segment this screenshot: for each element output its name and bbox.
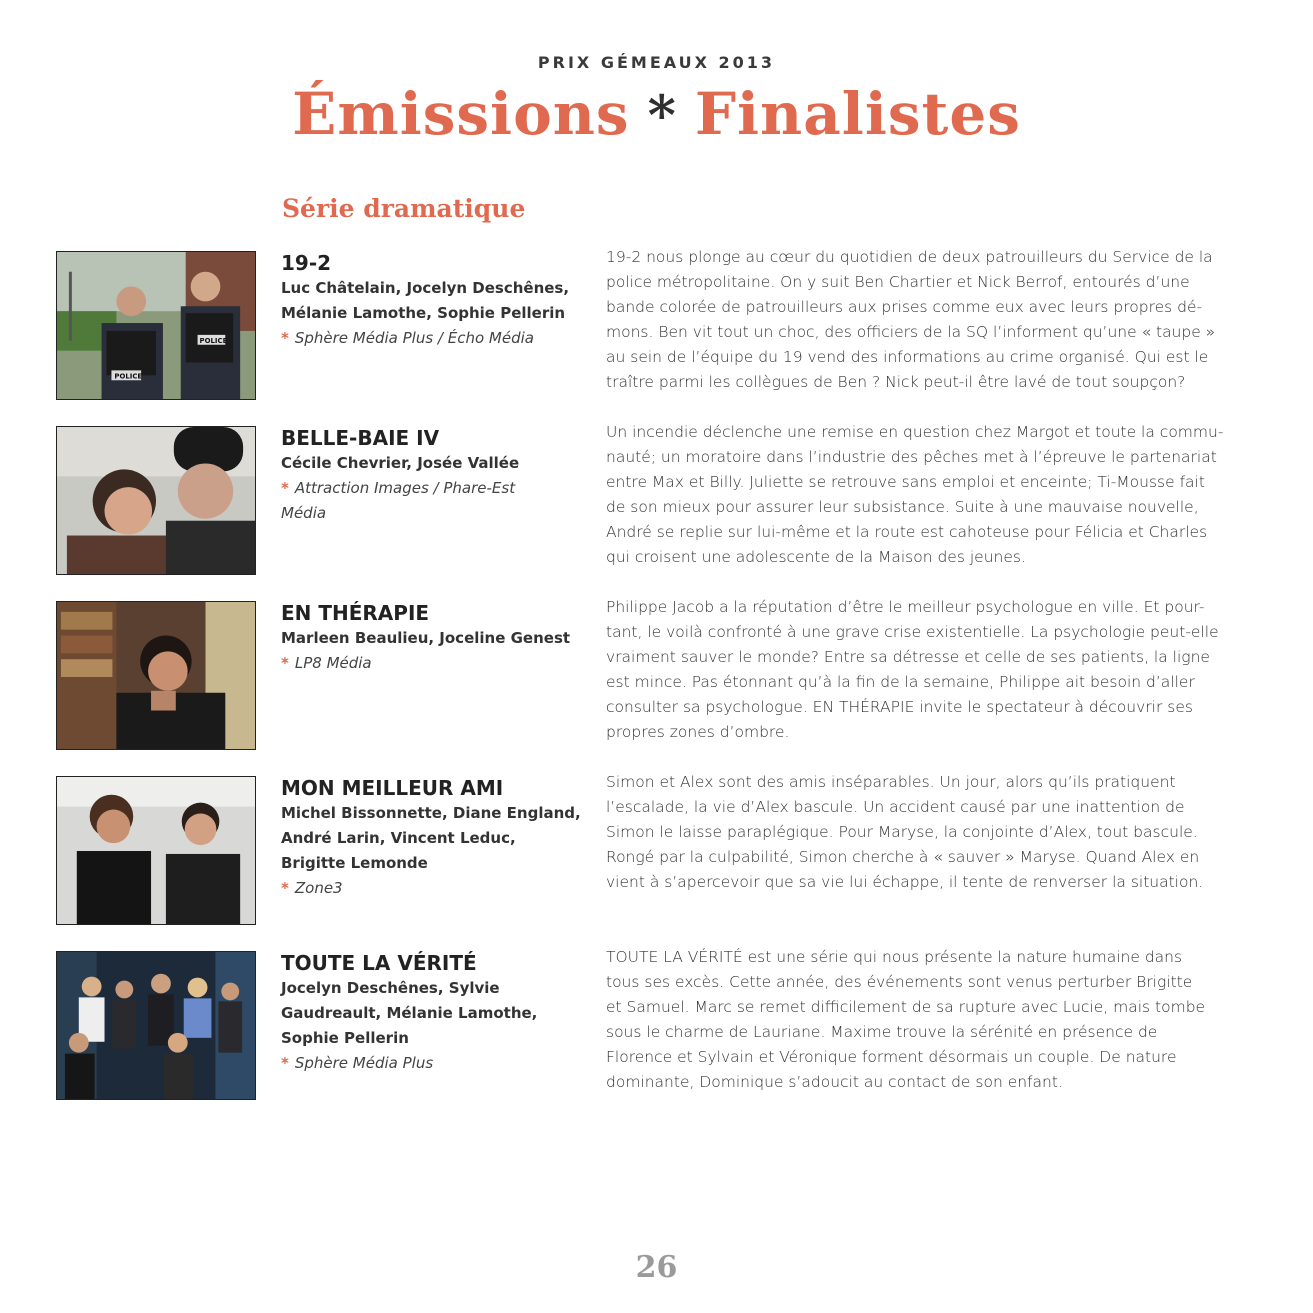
- photo-en-therapie: [56, 601, 256, 750]
- entry-belle-baie-iv-meta: [281, 426, 591, 526]
- description-line: entre Max et Billy. Juliette se retrouve sans emploi et enceinte; Ti-Mousse fait: [606, 473, 1205, 491]
- page-title-right: Finalistes: [694, 80, 1021, 148]
- description-line: l’escalade, la vie d’Alex bascule. Un accident causé par une inattention de: [606, 798, 1185, 816]
- show-producer: [281, 876, 591, 901]
- photo-19-2-image: [57, 252, 255, 399]
- show-credits: [281, 976, 591, 1051]
- description-line: police métropolitaine. On y suit Ben Chartier et Nick Berrof, entourés d’une: [606, 273, 1190, 291]
- description-line: mons. Ben vit tout un choc, des officiers de la SQ l’informent qu’une « taupe »: [606, 323, 1216, 341]
- description-line: tous ses excès. Cette année, des événements sont venus perturber Brigitte: [606, 973, 1193, 991]
- description-line: TOUTE LA VÉRITÉ est une série qui nous présente la nature humaine dans: [606, 948, 1183, 966]
- credits-line: Sophie Pellerin: [281, 1029, 409, 1047]
- producer-line: Média: [281, 504, 327, 522]
- show-title: TOUTE LA VÉRITÉ: [281, 951, 477, 975]
- description-line: vient à s’apercevoir que sa vie lui échappe, il tente de renverser la situation.: [606, 873, 1204, 891]
- description-line: de son mieux pour assurer leur subsistance. Suite à une mauvaise nouvelle,: [606, 498, 1199, 516]
- entry-19-2-meta: [281, 251, 591, 351]
- show-title: BELLE-BAIE IV: [281, 426, 440, 450]
- asterisk-icon: *: [281, 329, 289, 347]
- page-number: 26: [635, 1250, 678, 1285]
- producer-line: Attraction Images / Phare-Est: [294, 479, 516, 497]
- kicker: PRIX GÉMEAUX 2013: [537, 53, 776, 72]
- description-line: 19-2 nous plonge au cœur du quotidien de deux patrouilleurs du Service de la: [606, 248, 1213, 266]
- asterisk-icon: *: [281, 1054, 289, 1072]
- description-line: propres zones d’ombre.: [606, 723, 790, 741]
- photo-19-2-label-2: POLICE: [199, 336, 228, 345]
- description-line: et Samuel. Marc se remet difficilement de sa rupture avec Lucie, mais tombe: [606, 998, 1206, 1016]
- description-line: qui croisent une adolescente de la Maison des jeunes.: [606, 548, 1026, 566]
- asterisk-icon: *: [281, 654, 289, 672]
- photo-belle-baie-iv: [56, 426, 256, 575]
- photo-toute-la-verite-image: [57, 952, 255, 1099]
- credits-line: Gaudreault, Mélanie Lamothe,: [281, 1004, 538, 1022]
- credits-line: Cécile Chevrier, Josée Vallée: [281, 454, 520, 472]
- producer-line: Sphère Média Plus: [294, 1054, 434, 1072]
- description-line: consulter sa psychologue. EN THÉRAPIE invite le spectateur à découvrir ses: [606, 698, 1193, 716]
- photo-en-therapie-image: [57, 602, 255, 749]
- credits-line: Brigitte Lemonde: [281, 854, 428, 872]
- show-description: [606, 420, 1256, 570]
- producer-line: LP8 Média: [294, 654, 372, 672]
- show-producer: [281, 651, 591, 676]
- producer-line: Sphère Média Plus / Écho Média: [294, 329, 534, 347]
- photo-19-2-label-1: POLICE: [114, 372, 143, 381]
- page-title: [0, 80, 1313, 148]
- show-description: [606, 945, 1256, 1095]
- description-line: Simon le laisse paraplégique. Pour Maryse, la conjointe d’Alex, tout bascule.: [606, 823, 1198, 841]
- description-line: Un incendie déclenche une remise en question chez Margot et toute la commu-: [606, 423, 1224, 441]
- entry-mon-meilleur-ami-meta: [281, 776, 591, 901]
- producer-line: Zone3: [294, 879, 343, 897]
- entry-toute-la-verite-meta: [281, 951, 591, 1076]
- asterisk-icon: *: [281, 879, 289, 897]
- description-line: tant, le voilà confronté à une grave crise existentielle. La psychologie peut-elle: [606, 623, 1219, 641]
- show-title: EN THÉRAPIE: [281, 601, 430, 625]
- credits-line: André Larin, Vincent Leduc,: [281, 829, 516, 847]
- show-credits: [281, 626, 591, 651]
- photo-belle-baie-iv-image: [57, 427, 255, 574]
- description-line: Simon et Alex sont des amis inséparables. Un jour, alors qu’ils pratiquent: [606, 773, 1176, 791]
- show-title: 19-2: [281, 251, 332, 275]
- section-title: Série dramatique: [282, 194, 526, 223]
- entry-en-therapie-meta: [281, 601, 591, 676]
- description-line: est mince. Pas étonnant qu’à la fin de la semaine, Philippe ait besoin d’aller: [606, 673, 1195, 691]
- show-credits: [281, 276, 591, 326]
- description-line: André se replie sur lui-même et la route est cahoteuse pour Félicia et Charles: [606, 523, 1208, 541]
- credits-line: Luc Châtelain, Jocelyn Deschênes,: [281, 279, 570, 297]
- description-line: nauté; un moratoire dans l’industrie des pêches met à l’épreuve le partenariat: [606, 448, 1217, 466]
- photo-mon-meilleur-ami-image: [57, 777, 255, 924]
- photo-toute-la-verite: [56, 951, 256, 1100]
- description-line: Florence et Sylvain et Véronique forment désormais un couple. De nature: [606, 1048, 1177, 1066]
- show-producer: [281, 1051, 591, 1076]
- description-line: Philippe Jacob a la réputation d’être le meilleur psychologue en ville. Et pour-: [606, 598, 1205, 616]
- show-credits: [281, 801, 591, 876]
- show-producer: [281, 326, 591, 351]
- page-title-left: Émissions: [292, 80, 630, 148]
- description-line: Rongé par la culpabilité, Simon cherche à « sauver » Maryse. Quand Alex en: [606, 848, 1200, 866]
- show-producer: [281, 476, 591, 526]
- credits-line: Mélanie Lamothe, Sophie Pellerin: [281, 304, 566, 322]
- credits-line: Michel Bissonnette, Diane England,: [281, 804, 581, 822]
- description-line: sous le charme de Lauriane. Maxime trouve la sérénité en présence de: [606, 1023, 1158, 1041]
- credits-line: Jocelyn Deschênes, Sylvie: [281, 979, 500, 997]
- description-line: bande colorée de patrouilleurs aux prises comme eux avec leurs propres dé-: [606, 298, 1203, 316]
- photo-19-2: [56, 251, 256, 400]
- description-line: traître parmi les collègues de Ben ? Nick peut-il être lavé de tout soupçon?: [606, 373, 1186, 391]
- asterisk-icon: *: [647, 83, 677, 147]
- description-line: dominante, Dominique s’adoucit au contact de son enfant.: [606, 1073, 1063, 1091]
- show-credits: [281, 451, 591, 476]
- show-description: [606, 245, 1256, 395]
- photo-mon-meilleur-ami: [56, 776, 256, 925]
- asterisk-icon: *: [281, 479, 289, 497]
- show-title: MON MEILLEUR AMI: [281, 776, 504, 800]
- show-description: [606, 770, 1256, 895]
- show-description: [606, 595, 1256, 745]
- description-line: au sein de l’équipe du 19 vend des informations au crime organisé. Qui est le: [606, 348, 1209, 366]
- description-line: vraiment sauver le monde? Entre sa détresse et celle de ses patients, la ligne: [606, 648, 1210, 666]
- credits-line: Marleen Beaulieu, Joceline Genest: [281, 629, 571, 647]
